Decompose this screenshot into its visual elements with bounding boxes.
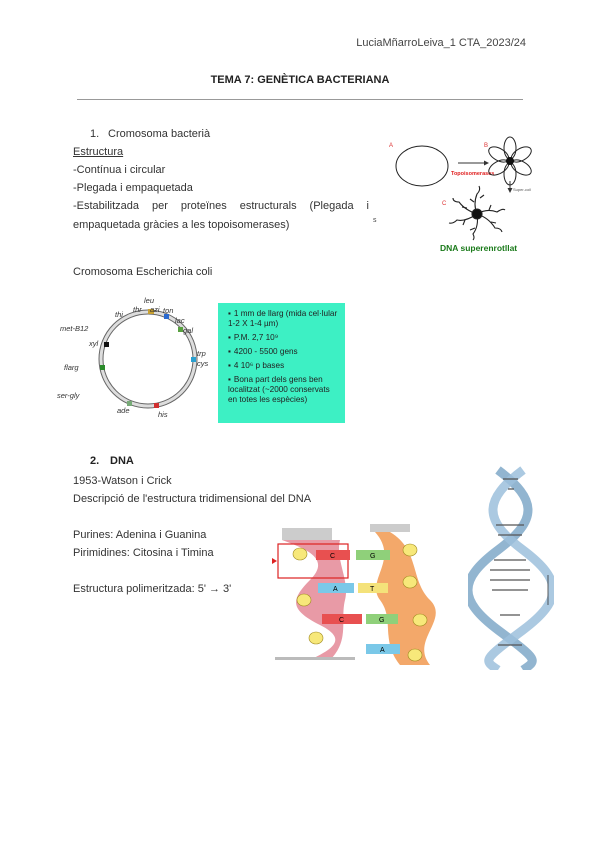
- gene-ade: ade: [117, 406, 130, 415]
- section1-heading: Cromosoma bacterià: [108, 128, 211, 140]
- gene-ser-gly: ser-gly: [57, 391, 80, 400]
- info-pm: ▪ P.M. 2,7 10⁹: [228, 333, 339, 343]
- gene-cys: cys: [197, 359, 209, 368]
- gene-marker: [191, 357, 196, 362]
- gene-his: his: [158, 410, 168, 419]
- gene-gal: gal: [183, 326, 194, 335]
- title-divider: [77, 99, 523, 100]
- supercoil-note: Super-coil: [513, 187, 532, 192]
- svg-text:T: T: [370, 586, 375, 593]
- figure-label-c: C: [442, 201, 447, 207]
- supercoil-figure: [382, 136, 542, 258]
- gene-azi: azi: [150, 305, 160, 314]
- gene-marker: [100, 365, 105, 370]
- bullet-plegada: -Plegada i empaquetada: [73, 182, 193, 194]
- gene-thr: thr: [133, 305, 142, 314]
- svg-text:G: G: [370, 553, 376, 560]
- looped-dna: [486, 137, 534, 185]
- gene-flarg: flarg: [64, 363, 79, 372]
- stray-mark: s: [373, 217, 377, 224]
- dna-line-watson-crick: 1953-Watson i Crick: [73, 475, 172, 487]
- dna-line-purines: Purines: Adenina i Guanina: [73, 529, 207, 541]
- info-length: ▪ 1 mm de llarg (mida cel·lular 1-2 X 1-4 µm): [228, 309, 339, 329]
- dna-base-pair-diagram: [270, 520, 456, 665]
- figure-label-a: A: [389, 143, 394, 149]
- section1-number: 1.: [90, 128, 100, 140]
- svg-text:G: G: [379, 617, 385, 624]
- dna-line-pirimidines: Pirimidines: Citosina i Timina: [73, 547, 214, 559]
- ecoli-info-box: [218, 303, 345, 423]
- gene-marker: [154, 403, 159, 408]
- section2-heading: DNA: [110, 455, 134, 467]
- base-pair-row: [318, 583, 388, 593]
- structure-subheading: Estructura: [73, 146, 124, 158]
- bullet-continua: -Contínua i circular: [73, 164, 166, 176]
- info-genes: ▪ 4200 - 5500 gens: [228, 347, 339, 357]
- section2-number: 2.: [90, 455, 100, 467]
- svg-text:A: A: [380, 647, 385, 654]
- supercoiled-dna: [449, 186, 505, 240]
- ecoli-label: Cromosoma Escherichia coli: [73, 266, 213, 278]
- page-title: TEMA 7: GENÈTICA BACTERIANA: [210, 74, 390, 86]
- info-localized: ▪ Bona part dels gens ben localitzat (~2000 conservats en totes les espècies): [228, 375, 339, 405]
- gene-marker: [104, 342, 109, 347]
- gene-ton: ton: [163, 306, 174, 315]
- svg-text:C: C: [330, 553, 336, 560]
- gene-trp: trp: [197, 349, 206, 358]
- relaxed-circle: [396, 146, 448, 186]
- bullet-estabilitzada: -Estabilitzada per proteïnes estructurals (Plegada i empaquetada gràcies a les topoisomerases): [73, 200, 369, 231]
- gene-thi: thi: [115, 310, 123, 319]
- dna-line-description: Descripció de l'estructura tridimensional del DNA: [73, 493, 312, 505]
- gene-xyl: xyl: [89, 339, 99, 348]
- topoisomerase-label: Topoisomerases: [451, 171, 495, 177]
- ecoli-chromosome-map: [55, 295, 215, 423]
- svg-text:C: C: [339, 617, 345, 624]
- dna-line-polimeritzada: Estructura polimeritzada: 5' → 3': [73, 583, 232, 595]
- document-header: LuciaMñarroLeiva_1 CTA_2023/24: [356, 37, 526, 49]
- svg-text:A: A: [333, 586, 338, 593]
- gene-lac: lac: [175, 316, 185, 325]
- supercoil-caption: DNA superenrotllat: [440, 243, 518, 253]
- info-bases: ▪ 4 10⁶ p bases: [228, 361, 339, 371]
- gene-met-b12: met-B12: [60, 324, 89, 333]
- double-helix-figure: [468, 465, 554, 670]
- figure-label-b: B: [484, 143, 489, 149]
- base-pair-row: [322, 614, 398, 624]
- gene-leu: leu: [144, 296, 155, 305]
- base-pair-row: [366, 644, 400, 654]
